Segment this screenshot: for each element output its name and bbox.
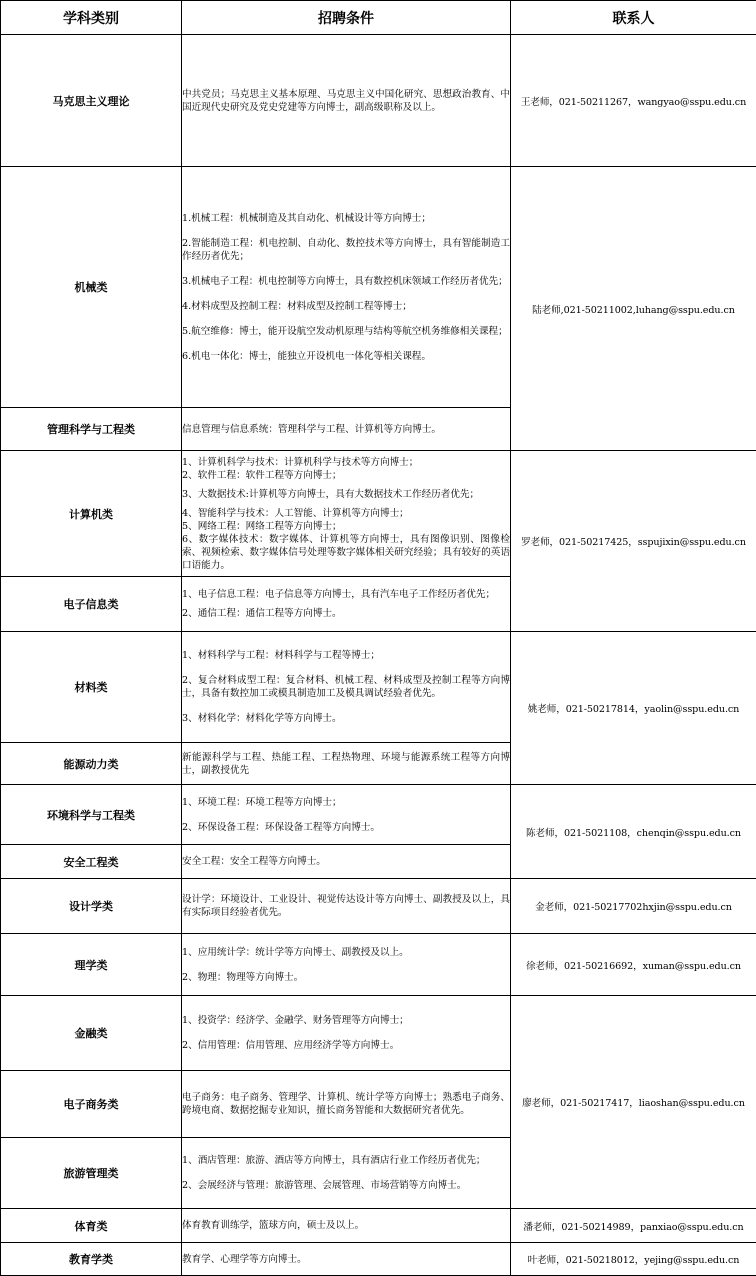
table-row [1,879,756,934]
condition-line: 3.机械电子工程：机电控制等方向博士，具有数控机床领域工作经历者优先； [182,275,508,287]
conditions-cell [182,632,511,743]
conditions-cell [182,845,511,879]
conditions-cell [182,451,511,577]
contact-cell: 王老师，021-50211267，wangyao@sspu.edu.cn [511,35,756,167]
conditions-cell [182,167,511,408]
table-row [1,167,756,408]
conditions-cell [182,785,511,845]
conditions-cell [182,1243,511,1276]
contact-cell: 叶老师，021-50218012，yejing@sspu.edu.cn [511,1243,756,1276]
conditions-cell [182,408,511,451]
conditions-cell [182,35,511,167]
condition-line: 1、环境工程：环境工程等方向博士； [182,796,342,808]
condition-line: 2、环保设备工程：环保设备工程等方向博士。 [182,821,380,833]
table-row [1,934,756,996]
condition-line: 1、计算机科学与技术：计算机科学与技术等方向博士； [182,456,419,468]
condition-line: 1、酒店管理：旅游、酒店等方向博士，具有酒店行业工作经历者优先； [182,1155,486,1166]
conditions-cell [182,879,511,934]
condition-line: 1、应用统计学：统计学等方向博士、副教授及以上。 [182,946,409,958]
table-row [1,996,756,1071]
condition-line: 2、通信工程：通信工程等方向博士。 [182,608,342,619]
condition-line: 3、材料化学：材料化学等方向博士。 [182,713,342,724]
subject-cell: 机械类 [1,167,182,408]
contact-cell: 陈老师，021-5021108，chenqin@sspu.edu.cn [511,785,756,879]
condition-line: 1、材料科学与工程：材料科学与工程等博士； [182,650,380,661]
conditions-cell [182,743,511,785]
subject-cell: 教育学类 [1,1243,182,1276]
conditions-cell [182,1071,511,1138]
subject-cell: 设计学类 [1,879,182,934]
condition-line: 1.机械工程：机械制造及其自动化、机械设计等方向博士； [182,212,431,224]
condition-line: 教育学、心理学等方向博士。 [182,1253,307,1265]
header-conditions: 招聘条件 [182,1,511,35]
table-row [1,1209,756,1243]
condition-line: 电子商务：电子商务、管理学、计算机、统计学等方向博士；熟悉电子商务、跨境电商、数据挖掘专业知识，擅长商务智能和大数据研究者优先。 [182,1092,510,1116]
table-header-row [1,1,756,35]
subject-cell: 安全工程类 [1,845,182,879]
contact-cell: 金老师，021-50217702hxjin@sspu.edu.cn [511,879,756,934]
condition-line: 信息管理与信息系统：管理科学与工程、计算机等方向博士。 [182,423,442,435]
condition-line: 2、会展经济与管理：旅游管理、会展管理、市场营销等方向博士。 [182,1180,467,1191]
conditions-cell [182,1138,511,1209]
condition-line: 2、复合材料成型工程：复合材料、机械工程、材料成型及控制工程等方向博士，具备有数控加工或模具制造加工及模具调试经验者优先。 [182,675,510,699]
contact-cell: 姚老师，021-50217814，yaolin@sspu.edu.cn [511,632,756,785]
condition-line: 5、网络工程：网络工程等方向博士； [182,520,342,532]
condition-line: 1、投资学：经济学、金融学、财务管理等方向博士； [182,1015,409,1026]
conditions-cell [182,934,511,996]
subject-cell: 能源动力类 [1,743,182,785]
conditions-cell [182,1209,511,1243]
contact-cell: 廖老师，021-50217417，liaoshan@sspu.edu.cn [511,996,756,1209]
condition-line: 3、大数据技术:计算机等方向博士，具有大数据技术工作经历者优先； [182,488,480,500]
condition-line: 2、信用管理：信用管理、应用经济学等方向博士。 [182,1040,400,1051]
table-row [1,35,756,167]
contact-cell: 罗老师，021-50217425，sspujixin@sspu.edu.cn [511,451,756,632]
condition-line: 2、软件工程：软件工程等方向博士； [182,469,342,481]
table-row [1,1243,756,1276]
condition-line: 安全工程：安全工程等方向博士。 [182,856,326,867]
condition-line: 1、电子信息工程：电子信息等方向博士，具有汽车电子工作经历者优先； [182,589,496,600]
condition-line: 4.材料成型及控制工程：材料成型及控制工程等博士； [182,300,412,312]
subject-cell: 旅游管理类 [1,1138,182,1209]
subject-cell: 电子信息类 [1,577,182,632]
condition-line: 体育教育训练学，篮球方向，硕士及以上。 [182,1220,365,1231]
subject-cell: 体育类 [1,1209,182,1243]
subject-cell: 环境科学与工程类 [1,785,182,845]
table-row [1,632,756,743]
conditions-cell [182,996,511,1071]
condition-line: 6.机电一体化：博士，能独立开设机电一体化等相关课程。 [182,350,431,362]
condition-line: 5.航空维修：博士，能开设航空发动机原理与结构等航空机务维修相关课程； [182,325,508,337]
contact-cell: 陆老师,021-50211002,luhang@sspu.edu.cn [511,167,756,451]
condition-line: 4、智能科学与技术：人工智能、计算机等方向博士； [182,507,409,519]
header-subject: 学科类别 [1,1,182,35]
subject-cell: 理学类 [1,934,182,996]
subject-cell: 马克思主义理论 [1,35,182,167]
condition-line: 6、数字媒体技术：数字媒体、计算机等方向博士，具有图像识别、图像检索、视频检索、数字媒体信号处理等数字媒体相关研究经验；具有较好的英语口语能力。 [182,533,510,571]
header-contact: 联系人 [511,1,756,35]
table-row [1,785,756,845]
subject-cell: 管理科学与工程类 [1,408,182,451]
subject-cell: 计算机类 [1,451,182,577]
condition-line: 新能源科学与工程、热能工程、工程热物理、环境与能源系统工程等方向博士，副教授优先 [182,751,510,776]
condition-line: 2.智能制造工程：机电控制、自动化、数控技术等方向博士，具有智能制造工作经历者优先； [182,237,510,262]
contact-cell: 徐老师，021-50216692，xuman@sspu.edu.cn [511,934,756,996]
subject-cell: 电子商务类 [1,1071,182,1138]
subject-cell: 金融类 [1,996,182,1071]
table-row [1,451,756,577]
condition-line: 设计学：环境设计、工业设计、视觉传达设计等方向博士、副教授及以上，具有实际项目经验者优先。 [182,894,510,918]
conditions-cell [182,577,511,632]
contact-cell: 潘老师，021-50214989，panxiao@sspu.edu.cn [511,1209,756,1243]
condition-line: 中共党员；马克思主义基本原理、马克思主义中国化研究、思想政治教育、中国近现代史研究及党史党建等方向博士，副高级职称及以上。 [182,88,510,113]
condition-line: 2、物理：物理等方向博士。 [182,971,304,983]
subject-cell: 材料类 [1,632,182,743]
